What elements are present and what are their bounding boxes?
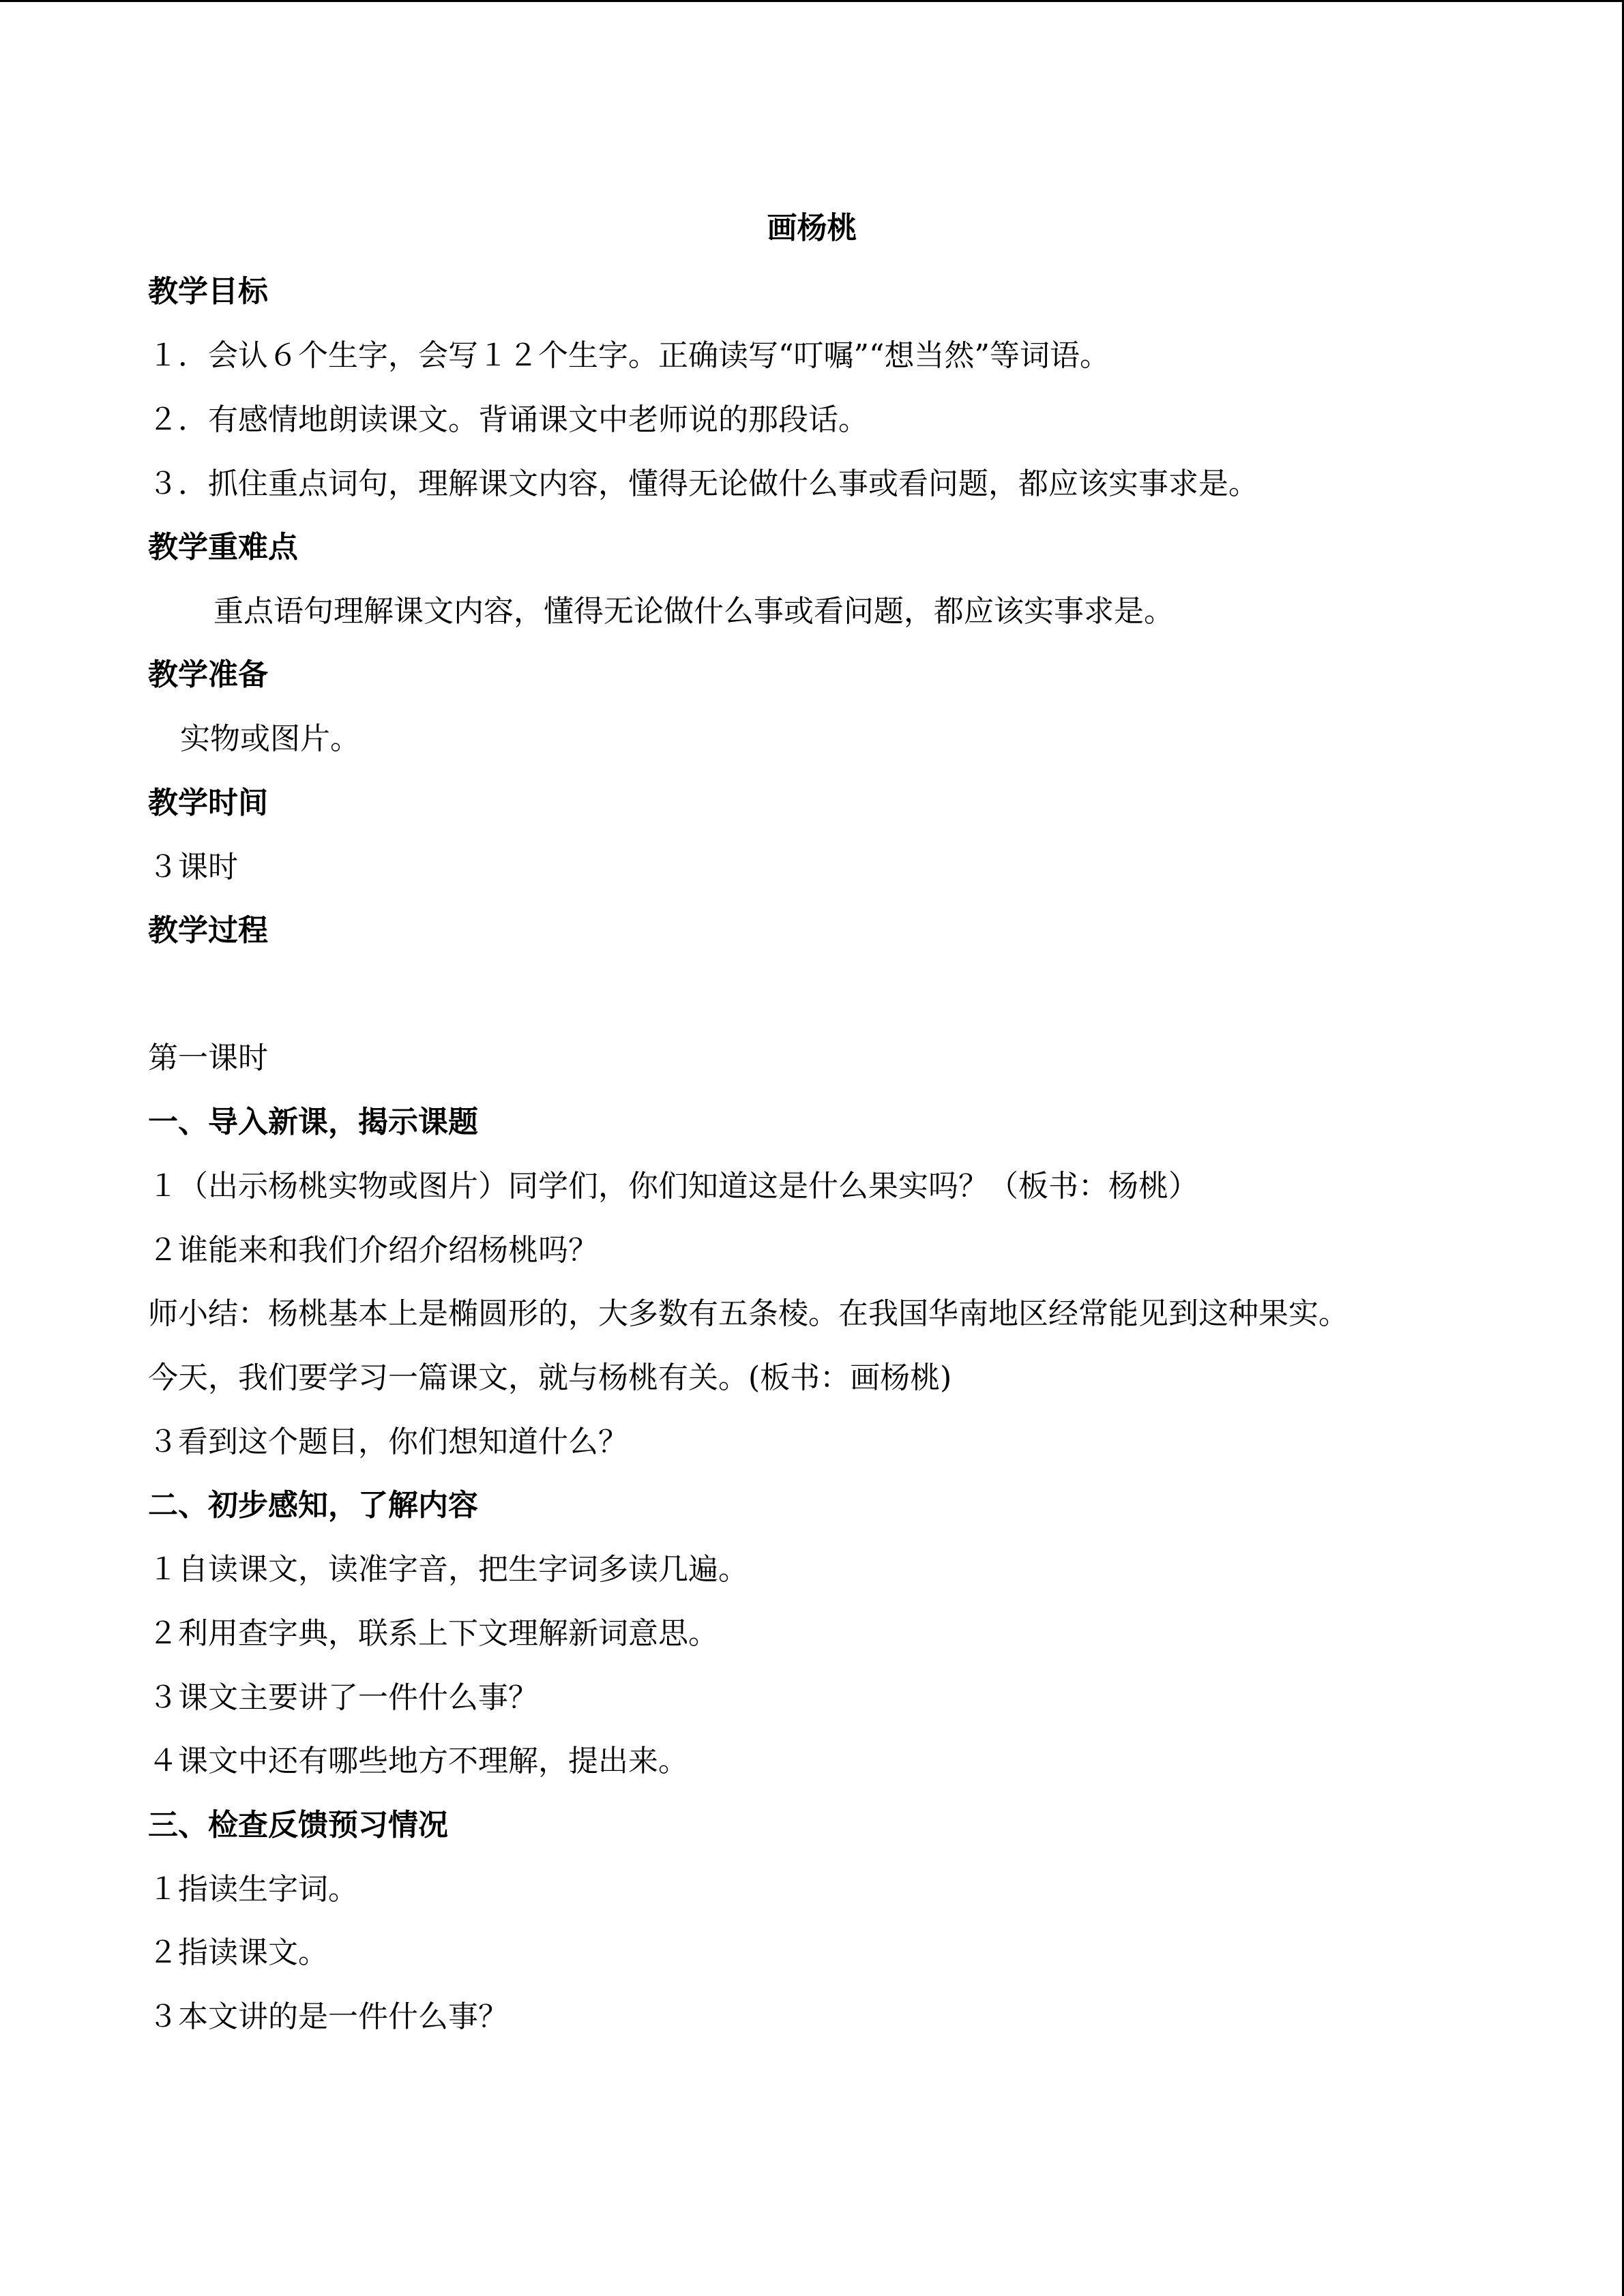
part2-line-2: ２利用查字典，联系上下文理解新词意思。 <box>148 1616 718 1651</box>
part1-heading: 一、导入新课，揭示课题 <box>148 1105 478 1139</box>
page-border-top <box>0 0 1624 2</box>
part2-line-4: ４课文中还有哪些地方不理解，提出来。 <box>148 1744 688 1778</box>
part1-line-2: ２谁能来和我们介绍介绍杨桃吗？ <box>148 1233 598 1268</box>
time-heading: 教学时间 <box>148 786 268 820</box>
part2-line-3: ３课文主要讲了一件什么事？ <box>148 1680 538 1715</box>
objective-item-1: １．会认６个生字，会写１２个生字。正确读写“叮嘱”“想当然”等词语。 <box>148 338 1110 373</box>
part3-line-3: ３本文讲的是一件什么事？ <box>148 1999 508 2034</box>
objective-item-2: ２．有感情地朗读课文。背诵课文中老师说的那段话。 <box>148 402 868 437</box>
objectives-heading: 教学目标 <box>148 274 268 309</box>
part2-heading: 二、初步感知，了解内容 <box>148 1488 478 1523</box>
part1-line-1: １（出示杨桃实物或图片）同学们，你们知道这是什么果实吗？（板书：杨桃） <box>148 1169 1198 1204</box>
objective-item-3: ３．抓住重点词句，理解课文内容，懂得无论做什么事或看问题，都应该实事求是。 <box>148 466 1258 501</box>
document-title: 画杨桃 <box>767 211 857 245</box>
time-text: ３课时 <box>148 850 238 884</box>
part3-heading: 三、检查反馈预习情况 <box>148 1808 448 1843</box>
part2-line-1: １自读课文，读准字音，把生字词多读几遍。 <box>148 1552 748 1587</box>
part3-line-2: ２指读课文。 <box>148 1935 328 1970</box>
preparation-heading: 教学准备 <box>148 657 268 692</box>
part3-line-1: １指读生字词。 <box>148 1872 358 1907</box>
part1-line-4: 今天，我们要学习一篇课文，就与杨桃有关。(板书：画杨桃) <box>148 1360 952 1395</box>
process-heading: 教学过程 <box>148 913 268 948</box>
key-points-heading: 教学重难点 <box>148 530 298 565</box>
lesson-title: 第一课时 <box>148 1041 268 1075</box>
part1-line-5: ３看到这个题目，你们想知道什么？ <box>148 1425 628 1459</box>
preparation-text: 实物或图片。 <box>180 721 360 756</box>
part1-line-3: 师小结：杨桃基本上是椭圆形的，大多数有五条棱。在我国华南地区经常能见到这种果实。 <box>148 1296 1348 1331</box>
key-points-text: 重点语句理解课文内容，懂得无论做什么事或看问题，都应该实事求是。 <box>213 594 1174 629</box>
